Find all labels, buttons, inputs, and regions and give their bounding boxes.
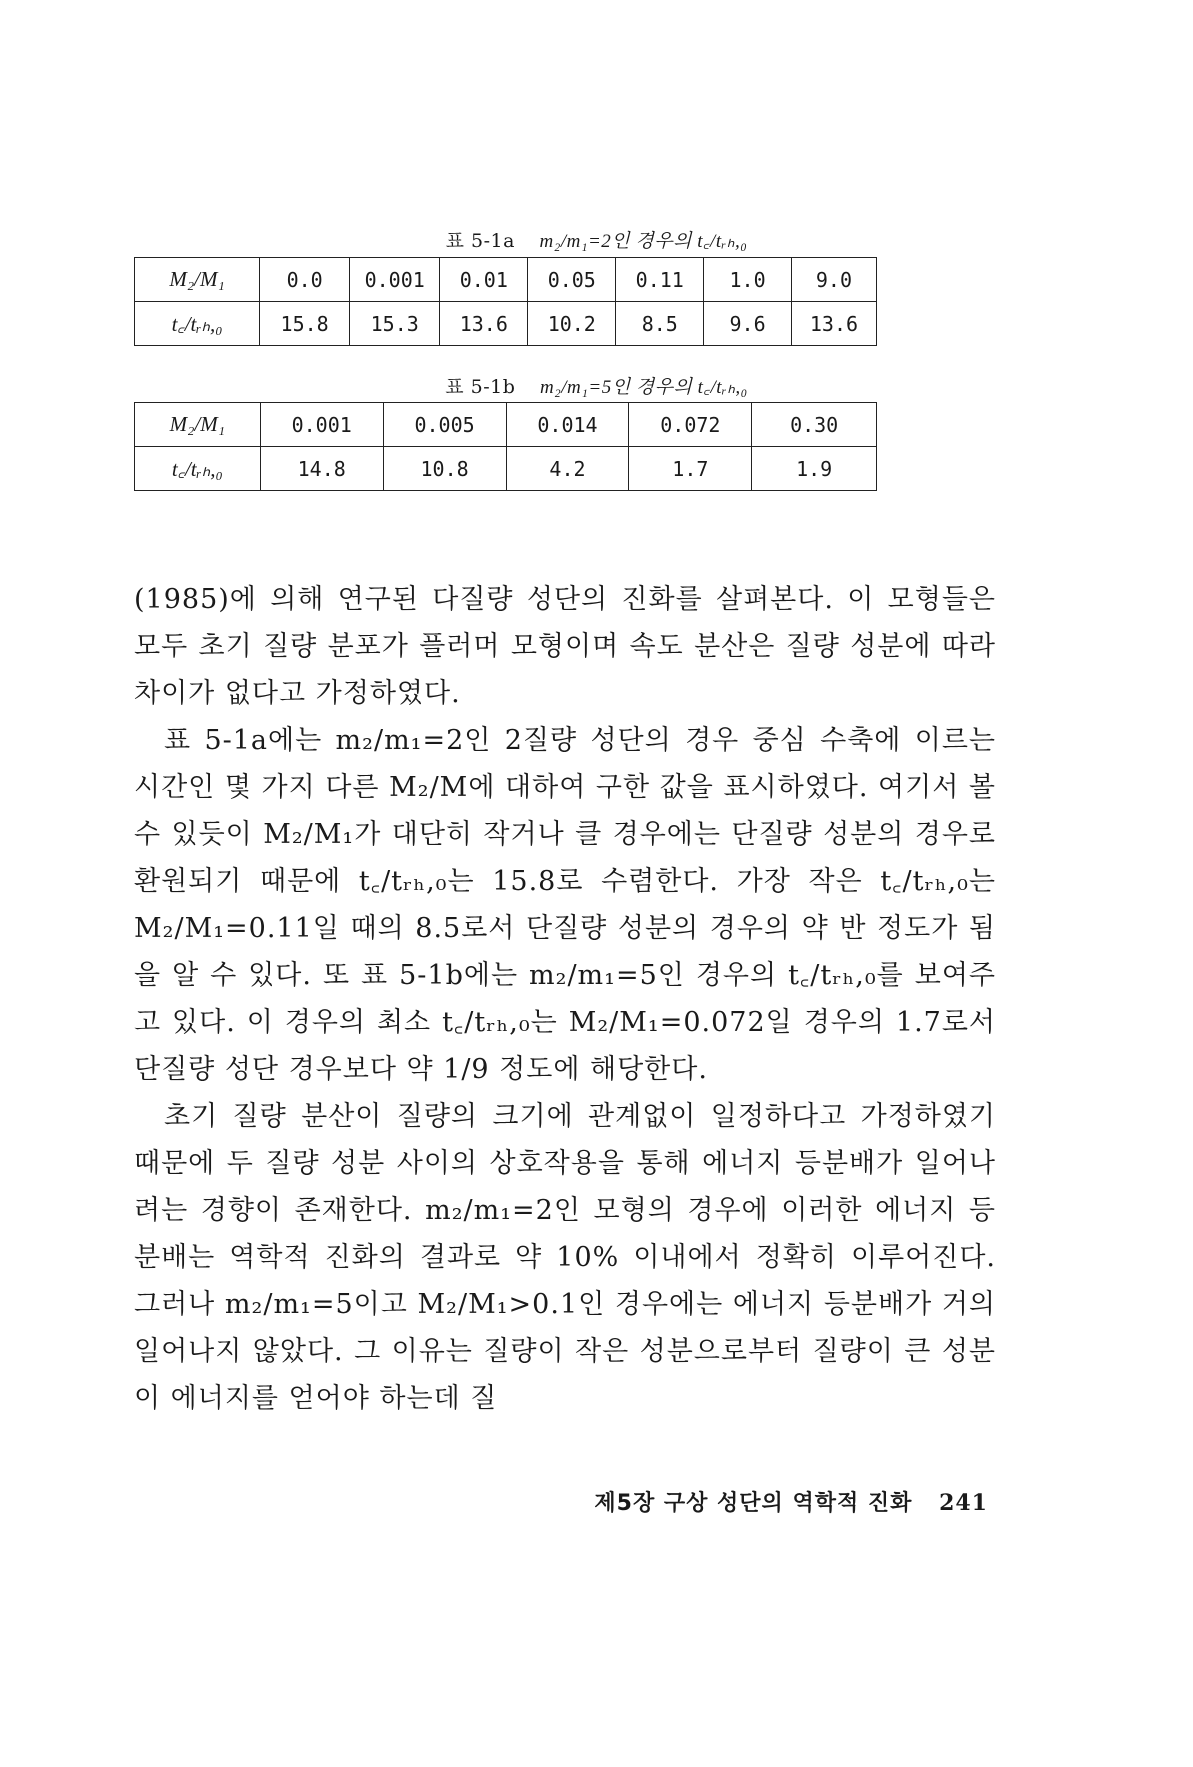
page-number: 241 xyxy=(939,1490,988,1516)
table-b-cell: 0.005 xyxy=(383,403,506,447)
table-a-header-cell: M₂/M₁ xyxy=(135,258,260,302)
table-a-cell: 1.0 xyxy=(704,258,792,302)
table-a-cell: 15.8 xyxy=(260,302,350,346)
table-b-cell: 1.7 xyxy=(629,447,752,491)
body-text xyxy=(134,576,996,1422)
table-a-title: m₂/m₁=2인 경우의 t꜀/tᵣₕ,₀ xyxy=(539,231,748,252)
page-footer xyxy=(594,1486,988,1517)
table-b-row-time xyxy=(135,447,877,491)
table-b-title: m₂/m₁=5인 경우의 t꜀/tᵣₕ,₀ xyxy=(539,377,748,398)
table-a-cell: 15.3 xyxy=(350,302,440,346)
chapter-title: 제5장 구상 성단의 역학적 진화 xyxy=(594,1491,913,1516)
table-b-cell: 4.2 xyxy=(506,447,629,491)
table-a-cell: 0.001 xyxy=(350,258,440,302)
table-b-header-cell: t꜀/tᵣₕ,₀ xyxy=(135,447,261,491)
table-a-cell: 13.6 xyxy=(440,302,528,346)
table-a-cell: 0.01 xyxy=(440,258,528,302)
table-b-cell: 14.8 xyxy=(260,447,383,491)
paragraph: 초기 질량 분산이 질량의 크기에 관계없이 일정하다고 가정하였기 때문에 두 질량 성분 사이의 상호작용을 통해 에너지 등분배가 일어나려는 경향이 존재한다. m₂/m₁=2인 모형의 경우에 이러한 에너지 등분배는 역학적 진화의 결과로 약 10% 이내에서 정확히 이루어진다. 그러나 m₂/m₁=5이고 M₂/M₁>0.1인 경우에는 에너지 등분배가 거의 일어나지 않았다. 그 이유는 질량이 작은 성분으로부터 질량이 큰 성분이 에너지를 얻어야 하는데 질 xyxy=(134,1101,996,1414)
table-a-cell: 0.11 xyxy=(616,258,704,302)
table-b xyxy=(134,402,877,491)
table-a-caption xyxy=(0,226,1193,253)
table-a-row-ratio xyxy=(135,258,877,302)
table-b-row-ratio xyxy=(135,403,877,447)
table-a-label: 표 5-1a xyxy=(445,230,515,252)
table-a-cell: 8.5 xyxy=(616,302,704,346)
table-a-cell: 10.2 xyxy=(528,302,616,346)
table-a xyxy=(134,257,877,346)
table-b-cell: 0.001 xyxy=(260,403,383,447)
table-a-row-time xyxy=(135,302,877,346)
table-a-cell: 9.0 xyxy=(791,258,876,302)
paragraph: 표 5-1a에는 m₂/m₁=2인 2질량 성단의 경우 중심 수축에 이르는 시간인 몇 가지 다른 M₂/M에 대하여 구한 값을 표시하였다. 여기서 볼 수 있듯이 M₂/M₁가 대단히 작거나 클 경우에는 단질량 성분의 경우로 환원되기 때문에 t꜀/tᵣₕ,₀는 15.8로 수렴한다. 가장 작은 t꜀/tᵣₕ,₀는 M₂/M₁=0.11일 때의 8.5로서 단질량 성분의 경우의 약 반 정도가 됨을 알 수 있다. 또 표 5-1b에는 m₂/m₁=5인 경우의 t꜀/tᵣₕ,₀를 보여주고 있다. 이 경우의 최소 t꜀/tᵣₕ,₀는 M₂/M₁=0.072일 경우의 1.7로서 단질량 성단 경우보다 약 1/9 정도에 해당한다. xyxy=(134,725,996,1085)
table-b-cell: 1.9 xyxy=(752,447,877,491)
table-a-cell: 0.0 xyxy=(260,258,350,302)
table-a-cell: 13.6 xyxy=(791,302,876,346)
paragraph: (1985)에 의해 연구된 다질량 성단의 진화를 살펴본다. 이 모형들은 모두 초기 질량 분포가 플러머 모형이며 속도 분산은 질량 성분에 따라 차이가 없다고 가정하였다. xyxy=(134,584,996,709)
table-b-cell: 10.8 xyxy=(383,447,506,491)
table-b-cell: 0.30 xyxy=(752,403,877,447)
table-b-caption xyxy=(0,372,1193,399)
table-b-header-cell: M₂/M₁ xyxy=(135,403,261,447)
table-b-cell: 0.072 xyxy=(629,403,752,447)
table-b-cell: 0.014 xyxy=(506,403,629,447)
table-a-header-cell: t꜀/tᵣₕ,₀ xyxy=(135,302,260,346)
table-a-cell: 0.05 xyxy=(528,258,616,302)
table-b-label: 표 5-1b xyxy=(445,376,516,398)
table-a-cell: 9.6 xyxy=(704,302,792,346)
